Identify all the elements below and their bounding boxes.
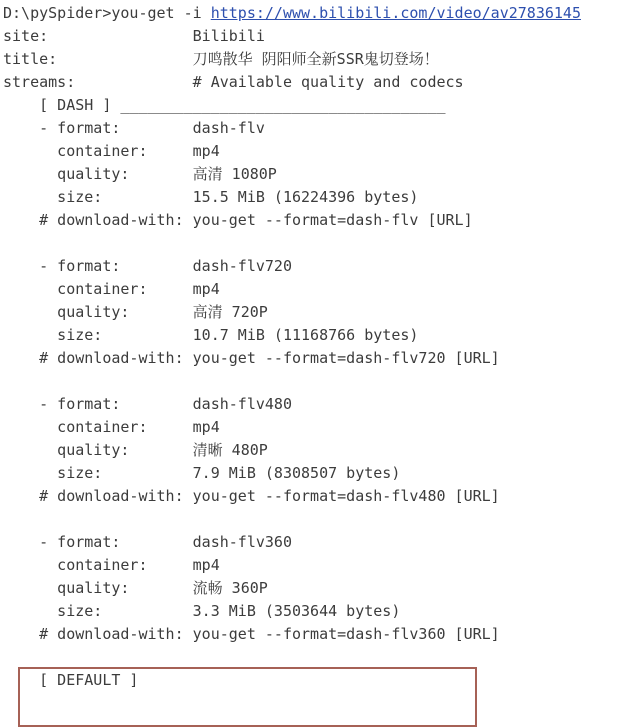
- streams-label: streams:: [3, 73, 76, 91]
- site-value: Bilibili: [192, 27, 265, 45]
- quality-label: quality:: [57, 165, 130, 183]
- quality-value: 高清 1080P: [192, 165, 277, 183]
- container-label: container:: [57, 280, 148, 298]
- dash-section-header: [3, 94, 634, 117]
- info-row-title: [3, 48, 634, 71]
- download-label: # download-with:: [39, 625, 184, 643]
- title-value: 刀鸣散华 阴阳师全新SSR鬼切登场！: [192, 50, 439, 68]
- container-value: mp4: [192, 280, 220, 298]
- stream-row-download: [3, 347, 634, 370]
- size-value: 15.5 MiB (16224396 bytes): [192, 188, 419, 206]
- container-label: container:: [57, 142, 148, 160]
- format-value: dash-flv720: [192, 257, 292, 275]
- stream-row-quality: [3, 577, 634, 600]
- download-command: you-get --format=dash-flv [URL]: [192, 211, 473, 229]
- download-label: # download-with:: [39, 487, 184, 505]
- format-label: - format:: [39, 533, 121, 551]
- format-value: dash-flv360: [192, 533, 292, 551]
- stream-row-download: [3, 485, 634, 508]
- shell-prompt: D:\pySpider>: [3, 4, 112, 22]
- stream-row-format: [3, 531, 634, 554]
- blank-line: [3, 232, 634, 255]
- stream-row-quality: [3, 301, 634, 324]
- quality-label: quality:: [57, 303, 130, 321]
- size-value: 3.3 MiB (3503644 bytes): [192, 602, 401, 620]
- stream-row-container: [3, 416, 634, 439]
- size-label: size:: [57, 188, 103, 206]
- stream-row-size: [3, 462, 634, 485]
- command-line: [3, 2, 634, 25]
- size-label: size:: [57, 326, 103, 344]
- container-value: mp4: [192, 418, 220, 436]
- download-command: you-get --format=dash-flv360 [URL]: [192, 625, 500, 643]
- blank-line: [3, 646, 634, 669]
- download-label: # download-with:: [39, 211, 184, 229]
- download-label: # download-with:: [39, 349, 184, 367]
- streams-note: # Available quality and codecs: [192, 73, 464, 91]
- blank-line: [3, 370, 634, 393]
- download-command: you-get --format=dash-flv720 [URL]: [192, 349, 500, 367]
- blank-line: [3, 508, 634, 531]
- stream-block: [3, 531, 634, 646]
- quality-label: quality:: [57, 579, 130, 597]
- download-command: you-get --format=dash-flv480 [URL]: [192, 487, 500, 505]
- highlight-box: [18, 667, 477, 727]
- section-rule: ____________________________________: [120, 96, 446, 114]
- container-label: container:: [57, 556, 148, 574]
- command-text: you-get -i: [111, 4, 211, 22]
- size-value: 10.7 MiB (11168766 bytes): [192, 326, 419, 344]
- stream-block: [3, 255, 634, 370]
- stream-block: [3, 393, 634, 508]
- quality-value: 清晰 480P: [192, 441, 268, 459]
- stream-row-container: [3, 554, 634, 577]
- info-row-site: [3, 25, 634, 48]
- size-value: 7.9 MiB (8308507 bytes): [192, 464, 401, 482]
- container-value: mp4: [192, 142, 220, 160]
- info-row-streams: [3, 71, 634, 94]
- stream-row-size: [3, 324, 634, 347]
- section-title: [ DASH ]: [39, 96, 112, 114]
- quality-label: quality:: [57, 441, 130, 459]
- format-label: - format:: [39, 257, 121, 275]
- stream-row-container: [3, 140, 634, 163]
- stream-row-format: [3, 255, 634, 278]
- video-url-link[interactable]: https://www.bilibili.com/video/av27836145: [210, 4, 581, 22]
- size-label: size:: [57, 602, 103, 620]
- quality-value: 流畅 360P: [192, 579, 268, 597]
- stream-row-download: [3, 209, 634, 232]
- stream-block: [3, 117, 634, 232]
- container-value: mp4: [192, 556, 220, 574]
- stream-row-format: [3, 117, 634, 140]
- stream-row-size: [3, 186, 634, 209]
- format-label: - format:: [39, 395, 121, 413]
- stream-row-format: [3, 393, 634, 416]
- stream-row-size: [3, 600, 634, 623]
- stream-row-download: [3, 623, 634, 646]
- stream-row-container: [3, 278, 634, 301]
- stream-row-quality: [3, 439, 634, 462]
- title-label: title:: [3, 50, 58, 68]
- site-label: site:: [3, 27, 49, 45]
- size-label: size:: [57, 464, 103, 482]
- container-label: container:: [57, 418, 148, 436]
- quality-value: 高清 720P: [192, 303, 268, 321]
- format-label: - format:: [39, 119, 121, 137]
- section-title: [ DEFAULT ]: [39, 671, 139, 689]
- format-value: dash-flv: [192, 119, 265, 137]
- stream-row-quality: [3, 163, 634, 186]
- format-value: dash-flv480: [192, 395, 292, 413]
